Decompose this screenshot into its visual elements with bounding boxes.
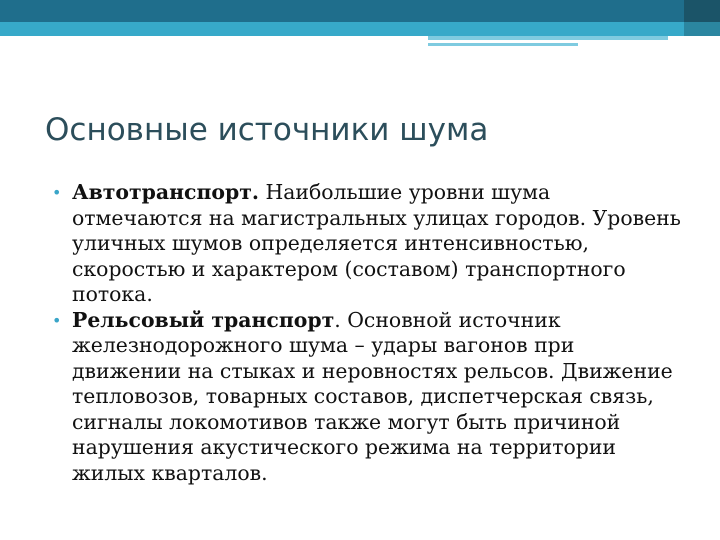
header-band [0,0,720,22]
bullet-icon: • [52,183,62,202]
bullet-term: Рельсовый транспорт [72,307,335,332]
bullet-item-rail-transport [52,308,682,487]
header-band-light-corner [684,22,720,36]
bullet-text: Наибольшие уровни шума отмечаются на магистральных улицах городов. Уровень уличных шумов определяется интенсивностью, скоростью и характером (составом) транспортного потока. [72,180,681,306]
bullet-text: . Основной источник железнодорожного шума – удары вагонов при движении на стыках и неровностях рельсов. Движение тепловозов, товарных составов, диспетчерская связь, сигналы локомотивов также могут быть причиной нарушения акустического режима на территории жилых кварталов. [72,307,673,485]
accent-line [428,43,578,46]
accent-line [428,36,668,40]
bullet-icon: • [52,310,62,330]
slide-title: Основные источники шума [45,112,489,148]
header-band-light [0,22,720,36]
bullet-item-road-transport [52,180,682,308]
bullet-term: Автотранспорт. [72,180,259,204]
bullet-list [52,180,682,486]
header-band-corner [684,0,720,22]
